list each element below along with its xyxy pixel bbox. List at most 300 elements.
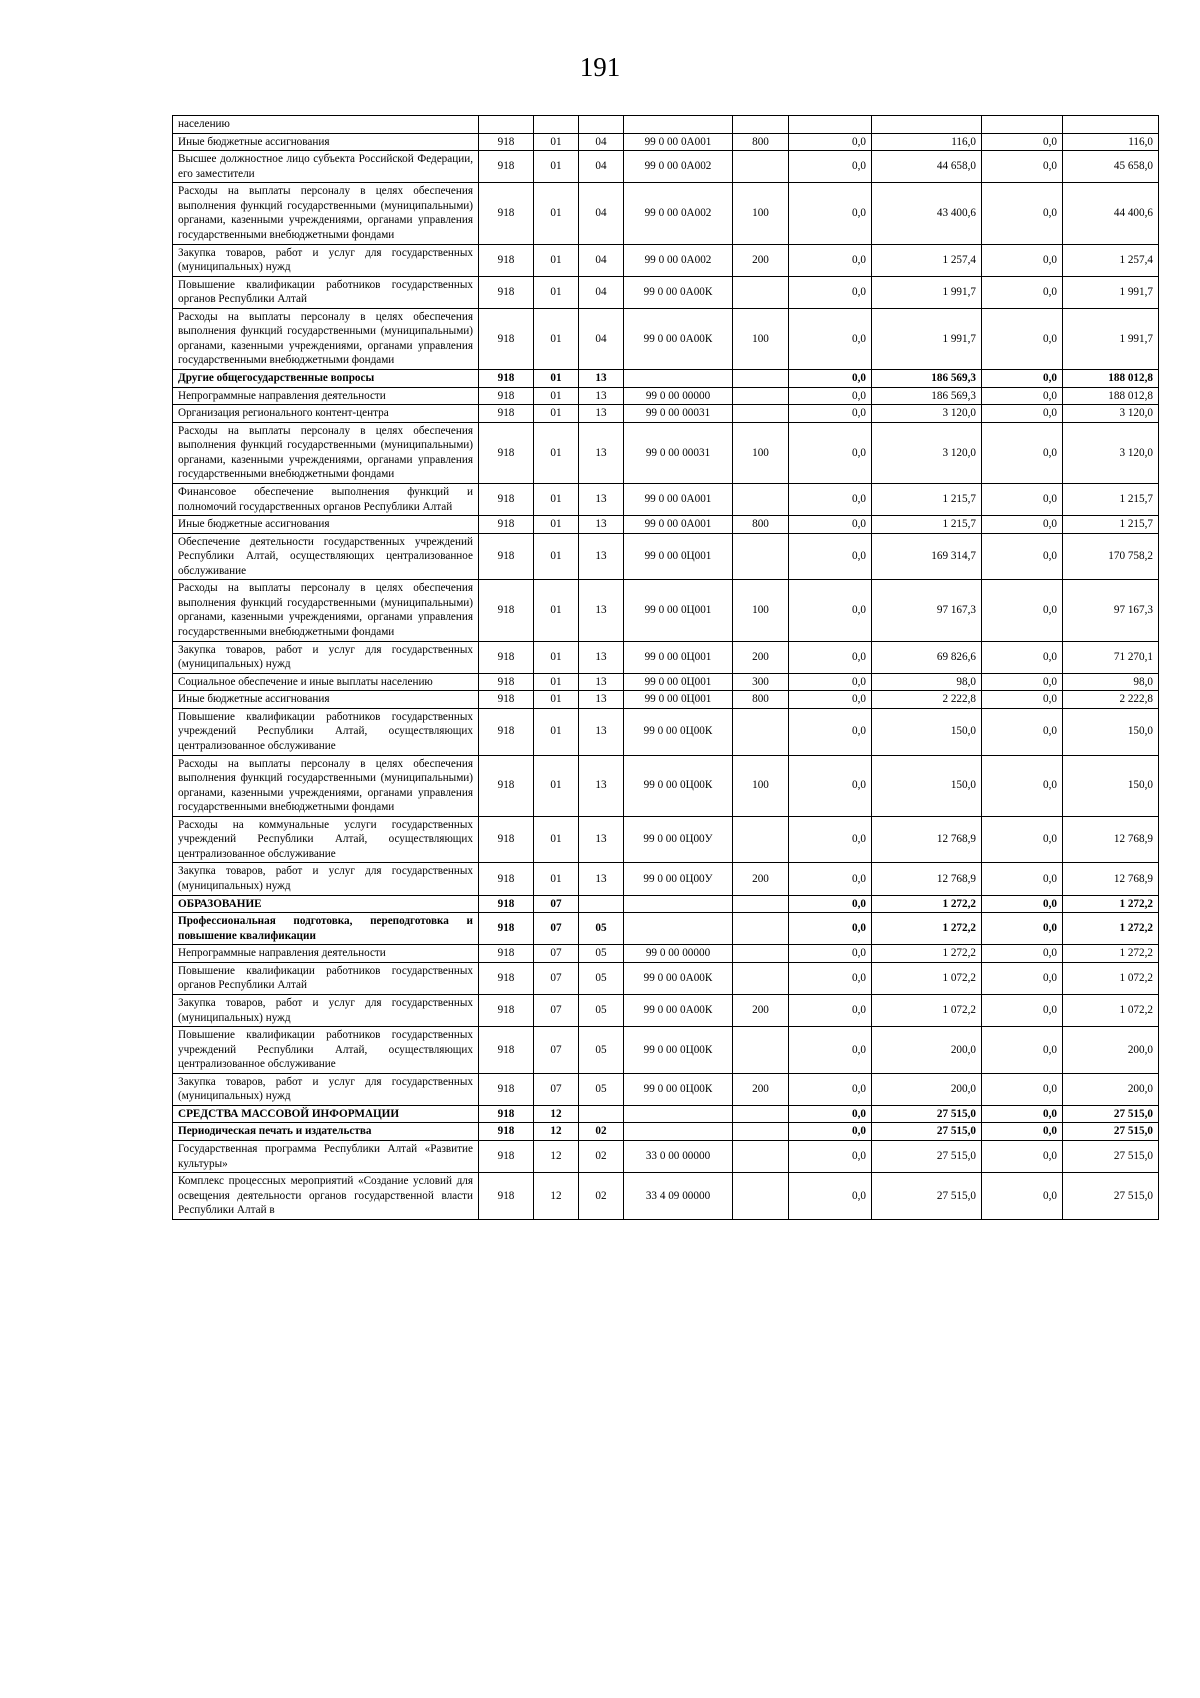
cell-sum-4: 27 515,0 [1063, 1105, 1159, 1123]
cell-name: Финансовое обеспечение выполнения функций и полномочий государственных органов Республики Алтай [173, 483, 479, 515]
cell-rz: 01 [534, 708, 579, 755]
cell-sum-3: 0,0 [982, 308, 1063, 369]
cell-sum-3: 0,0 [982, 1073, 1063, 1105]
cell-sum-3: 0,0 [982, 641, 1063, 673]
cell-sum-4: 27 515,0 [1063, 1141, 1159, 1173]
cell-sum-2: 1 991,7 [872, 308, 982, 369]
cell-rz: 07 [534, 895, 579, 913]
cell-pr: 13 [579, 370, 624, 388]
cell-csr: 99 0 00 00000 [624, 387, 733, 405]
cell-sum-1: 0,0 [789, 673, 872, 691]
cell-sum-2: 186 569,3 [872, 387, 982, 405]
cell-sum-2: 98,0 [872, 673, 982, 691]
cell-sum-1: 0,0 [789, 641, 872, 673]
table-row [173, 895, 1159, 913]
cell-vr [733, 1105, 789, 1123]
table-row [173, 116, 1159, 134]
cell-sum-4: 12 768,9 [1063, 863, 1159, 895]
cell-sum-2: 27 515,0 [872, 1123, 982, 1141]
cell-csr: 99 0 00 0А00К [624, 994, 733, 1026]
cell-csr: 99 0 00 0А00К [624, 276, 733, 308]
cell-rz: 01 [534, 133, 579, 151]
cell-pr: 04 [579, 133, 624, 151]
cell-sum-1: 0,0 [789, 1073, 872, 1105]
cell-sum-2: 1 257,4 [872, 244, 982, 276]
cell-pr: 13 [579, 580, 624, 641]
cell-sum-2: 12 768,9 [872, 863, 982, 895]
cell-sum-1: 0,0 [789, 1141, 872, 1173]
cell-pr: 05 [579, 913, 624, 945]
cell-sum-2: 200,0 [872, 1073, 982, 1105]
cell-pr: 13 [579, 691, 624, 709]
cell-name: населению [173, 116, 479, 134]
cell-rz: 12 [534, 1123, 579, 1141]
cell-sum-1: 0,0 [789, 691, 872, 709]
cell-sum-3: 0,0 [982, 816, 1063, 863]
cell-sum-2: 27 515,0 [872, 1105, 982, 1123]
cell-vr [733, 483, 789, 515]
cell-name: Закупка товаров, работ и услуг для государственных (муниципальных) нужд [173, 1073, 479, 1105]
cell-pr: 13 [579, 516, 624, 534]
table-row [173, 422, 1159, 483]
cell-pr: 13 [579, 533, 624, 580]
cell-pr [579, 1105, 624, 1123]
cell-sum-4 [1063, 116, 1159, 134]
cell-name: Расходы на коммунальные услуги государственных учреждений Республики Алтай, осуществляющих централизованное обслуживание [173, 816, 479, 863]
cell-csr: 99 0 00 00031 [624, 405, 733, 423]
cell-vr [733, 1141, 789, 1173]
table-row [173, 1073, 1159, 1105]
cell-sum-2: 97 167,3 [872, 580, 982, 641]
cell-ved: 918 [479, 895, 534, 913]
cell-sum-1: 0,0 [789, 994, 872, 1026]
cell-sum-3: 0,0 [982, 516, 1063, 534]
cell-name: Государственная программа Республики Алтай «Развитие культуры» [173, 1141, 479, 1173]
cell-sum-3: 0,0 [982, 691, 1063, 709]
cell-sum-4: 1 215,7 [1063, 516, 1159, 534]
table-row [173, 370, 1159, 388]
cell-rz: 01 [534, 816, 579, 863]
cell-rz: 01 [534, 387, 579, 405]
cell-sum-2: 3 120,0 [872, 405, 982, 423]
cell-sum-2: 150,0 [872, 755, 982, 816]
table-row [173, 945, 1159, 963]
cell-sum-1: 0,0 [789, 387, 872, 405]
cell-sum-4: 27 515,0 [1063, 1123, 1159, 1141]
cell-sum-4: 150,0 [1063, 708, 1159, 755]
cell-sum-4: 200,0 [1063, 1073, 1159, 1105]
cell-vr [733, 116, 789, 134]
cell-sum-3: 0,0 [982, 708, 1063, 755]
cell-ved: 918 [479, 1105, 534, 1123]
cell-sum-4: 3 120,0 [1063, 422, 1159, 483]
cell-name: Социальное обеспечение и иные выплаты населению [173, 673, 479, 691]
table-row [173, 1173, 1159, 1220]
cell-rz: 07 [534, 945, 579, 963]
cell-csr: 99 0 00 00000 [624, 945, 733, 963]
cell-ved: 918 [479, 673, 534, 691]
cell-sum-3: 0,0 [982, 994, 1063, 1026]
cell-vr: 800 [733, 691, 789, 709]
table-row [173, 276, 1159, 308]
cell-csr [624, 116, 733, 134]
cell-sum-2: 1 072,2 [872, 962, 982, 994]
page-number: 191 [579, 52, 621, 82]
cell-sum-3: 0,0 [982, 183, 1063, 244]
cell-rz: 07 [534, 1027, 579, 1074]
cell-sum-3: 0,0 [982, 244, 1063, 276]
cell-ved: 918 [479, 913, 534, 945]
cell-csr: 99 0 00 0А00К [624, 962, 733, 994]
table-row [173, 244, 1159, 276]
cell-sum-2: 27 515,0 [872, 1141, 982, 1173]
cell-name: Расходы на выплаты персоналу в целях обеспечения выполнения функций государственными (муниципальными) органами, казенными учреждениями, органами управления государственными внебюджетными фондами [173, 580, 479, 641]
cell-vr: 800 [733, 516, 789, 534]
cell-pr: 04 [579, 183, 624, 244]
cell-sum-4: 188 012,8 [1063, 387, 1159, 405]
cell-csr [624, 895, 733, 913]
cell-rz: 01 [534, 863, 579, 895]
table-row [173, 387, 1159, 405]
cell-vr: 100 [733, 183, 789, 244]
cell-csr: 99 0 00 0Ц001 [624, 673, 733, 691]
cell-rz: 01 [534, 308, 579, 369]
cell-rz [534, 116, 579, 134]
cell-sum-3: 0,0 [982, 1173, 1063, 1220]
cell-csr: 99 0 00 0А001 [624, 133, 733, 151]
cell-sum-1: 0,0 [789, 1105, 872, 1123]
cell-vr: 200 [733, 863, 789, 895]
cell-rz: 07 [534, 1073, 579, 1105]
cell-sum-4: 1 257,4 [1063, 244, 1159, 276]
cell-ved: 918 [479, 994, 534, 1026]
cell-csr [624, 1123, 733, 1141]
cell-sum-4: 1 072,2 [1063, 962, 1159, 994]
cell-sum-2: 1 991,7 [872, 276, 982, 308]
cell-csr [624, 1105, 733, 1123]
cell-sum-3: 0,0 [982, 405, 1063, 423]
cell-sum-3: 0,0 [982, 580, 1063, 641]
cell-sum-2: 1 272,2 [872, 913, 982, 945]
cell-sum-4: 12 768,9 [1063, 816, 1159, 863]
cell-sum-1: 0,0 [789, 370, 872, 388]
cell-ved: 918 [479, 308, 534, 369]
cell-vr [733, 276, 789, 308]
cell-rz: 01 [534, 691, 579, 709]
cell-sum-2: 43 400,6 [872, 183, 982, 244]
cell-sum-4: 45 658,0 [1063, 151, 1159, 183]
cell-name: ОБРАЗОВАНИЕ [173, 895, 479, 913]
cell-csr: 99 0 00 0Ц00У [624, 863, 733, 895]
cell-name: Комплекс процессных мероприятий «Создание условий для освещения деятельности органов государственной власти Республики Алтай в [173, 1173, 479, 1220]
cell-name: Обеспечение деятельности государственных учреждений Республики Алтай, осуществляющих централизованное обслуживание [173, 533, 479, 580]
cell-csr: 99 0 00 0Ц00К [624, 708, 733, 755]
table-row [173, 580, 1159, 641]
cell-ved: 918 [479, 1073, 534, 1105]
cell-ved: 918 [479, 133, 534, 151]
cell-sum-4: 200,0 [1063, 1027, 1159, 1074]
cell-sum-2: 69 826,6 [872, 641, 982, 673]
cell-rz: 01 [534, 755, 579, 816]
cell-csr: 99 0 00 0А002 [624, 183, 733, 244]
cell-sum-1: 0,0 [789, 244, 872, 276]
cell-name: Непрограммные направления деятельности [173, 387, 479, 405]
cell-rz: 12 [534, 1105, 579, 1123]
cell-rz: 07 [534, 913, 579, 945]
cell-sum-1: 0,0 [789, 580, 872, 641]
cell-vr: 100 [733, 755, 789, 816]
cell-name: Расходы на выплаты персоналу в целях обеспечения выполнения функций государственными (муниципальными) органами, казенными учреждениями, органами управления государственными внебюджетными фондами [173, 183, 479, 244]
cell-pr: 05 [579, 962, 624, 994]
cell-sum-3: 0,0 [982, 422, 1063, 483]
cell-sum-3: 0,0 [982, 387, 1063, 405]
cell-rz: 07 [534, 994, 579, 1026]
cell-name: Расходы на выплаты персоналу в целях обеспечения выполнения функций государственными (муниципальными) органами, казенными учреждениями, органами управления государственными внебюджетными фондами [173, 308, 479, 369]
cell-csr: 99 0 00 0Ц00К [624, 1073, 733, 1105]
table-row [173, 913, 1159, 945]
cell-sum-1: 0,0 [789, 308, 872, 369]
cell-sum-1: 0,0 [789, 151, 872, 183]
cell-sum-4: 116,0 [1063, 133, 1159, 151]
cell-sum-2: 150,0 [872, 708, 982, 755]
cell-pr: 13 [579, 387, 624, 405]
cell-sum-4: 150,0 [1063, 755, 1159, 816]
cell-sum-2: 1 272,2 [872, 895, 982, 913]
cell-rz: 01 [534, 151, 579, 183]
cell-vr: 100 [733, 308, 789, 369]
cell-ved: 918 [479, 580, 534, 641]
cell-sum-3: 0,0 [982, 276, 1063, 308]
cell-pr: 04 [579, 308, 624, 369]
cell-sum-3: 0,0 [982, 151, 1063, 183]
cell-sum-3: 0,0 [982, 370, 1063, 388]
cell-csr: 99 0 00 0А001 [624, 516, 733, 534]
cell-rz: 01 [534, 422, 579, 483]
cell-pr: 05 [579, 1073, 624, 1105]
cell-pr: 13 [579, 422, 624, 483]
cell-rz: 07 [534, 962, 579, 994]
cell-sum-3: 0,0 [982, 895, 1063, 913]
cell-vr: 100 [733, 422, 789, 483]
cell-vr [733, 151, 789, 183]
cell-pr: 13 [579, 641, 624, 673]
cell-vr: 200 [733, 1073, 789, 1105]
cell-sum-4: 1 272,2 [1063, 895, 1159, 913]
cell-sum-4: 188 012,8 [1063, 370, 1159, 388]
cell-name: Периодическая печать и издательства [173, 1123, 479, 1141]
cell-name: Закупка товаров, работ и услуг для государственных (муниципальных) нужд [173, 641, 479, 673]
table-row [173, 962, 1159, 994]
cell-csr: 99 0 00 0А002 [624, 244, 733, 276]
cell-pr: 13 [579, 673, 624, 691]
cell-rz: 01 [534, 533, 579, 580]
cell-rz: 01 [534, 483, 579, 515]
cell-sum-2: 169 314,7 [872, 533, 982, 580]
table-row [173, 516, 1159, 534]
cell-sum-4: 1 072,2 [1063, 994, 1159, 1026]
cell-sum-4: 44 400,6 [1063, 183, 1159, 244]
cell-pr: 05 [579, 994, 624, 1026]
table-row [173, 691, 1159, 709]
cell-sum-4: 1 991,7 [1063, 308, 1159, 369]
cell-sum-1: 0,0 [789, 863, 872, 895]
cell-ved: 918 [479, 1173, 534, 1220]
cell-sum-4: 1 272,2 [1063, 913, 1159, 945]
cell-ved: 918 [479, 370, 534, 388]
cell-vr [733, 962, 789, 994]
cell-ved: 918 [479, 641, 534, 673]
cell-name: Повышение квалификации работников государственных учреждений Республики Алтай, осуществляющих централизованное обслуживание [173, 708, 479, 755]
cell-vr [733, 405, 789, 423]
cell-sum-3: 0,0 [982, 1123, 1063, 1141]
cell-sum-2: 200,0 [872, 1027, 982, 1074]
cell-rz: 01 [534, 516, 579, 534]
cell-sum-2: 2 222,8 [872, 691, 982, 709]
cell-sum-4: 3 120,0 [1063, 405, 1159, 423]
table-row [173, 641, 1159, 673]
table-row [173, 816, 1159, 863]
cell-sum-1: 0,0 [789, 708, 872, 755]
cell-sum-1 [789, 116, 872, 134]
cell-pr: 04 [579, 244, 624, 276]
cell-sum-3 [982, 116, 1063, 134]
cell-sum-1: 0,0 [789, 816, 872, 863]
budget-rows [173, 116, 1159, 1220]
cell-ved: 918 [479, 183, 534, 244]
cell-name: Расходы на выплаты персоналу в целях обеспечения выполнения функций государственными (муниципальными) органами, казенными учреждениями, органами управления государственными внебюджетными фондами [173, 422, 479, 483]
cell-ved: 918 [479, 387, 534, 405]
cell-ved: 918 [479, 945, 534, 963]
cell-sum-1: 0,0 [789, 1027, 872, 1074]
cell-vr [733, 1027, 789, 1074]
cell-sum-3: 0,0 [982, 863, 1063, 895]
cell-vr [733, 913, 789, 945]
cell-csr: 99 0 00 0Ц001 [624, 641, 733, 673]
cell-pr: 13 [579, 708, 624, 755]
cell-ved: 918 [479, 276, 534, 308]
cell-sum-4: 71 270,1 [1063, 641, 1159, 673]
cell-rz: 01 [534, 673, 579, 691]
cell-sum-4: 27 515,0 [1063, 1173, 1159, 1220]
cell-csr: 33 4 09 00000 [624, 1173, 733, 1220]
cell-sum-2: 1 272,2 [872, 945, 982, 963]
cell-vr [733, 1123, 789, 1141]
cell-name: Непрограммные направления деятельности [173, 945, 479, 963]
cell-pr: 13 [579, 483, 624, 515]
cell-csr: 99 0 00 0Ц001 [624, 691, 733, 709]
cell-sum-2: 44 658,0 [872, 151, 982, 183]
cell-sum-2: 116,0 [872, 133, 982, 151]
cell-ved: 918 [479, 1027, 534, 1074]
cell-name: Расходы на выплаты персоналу в целях обеспечения выполнения функций государственными (муниципальными) органами, казенными учреждениями, органами управления государственными внебюджетными фондами [173, 755, 479, 816]
cell-ved: 918 [479, 755, 534, 816]
table-row [173, 183, 1159, 244]
cell-sum-3: 0,0 [982, 913, 1063, 945]
cell-csr: 99 0 00 0А001 [624, 483, 733, 515]
cell-ved: 918 [479, 1141, 534, 1173]
cell-sum-1: 0,0 [789, 133, 872, 151]
cell-vr [733, 533, 789, 580]
cell-sum-1: 0,0 [789, 755, 872, 816]
cell-name: Закупка товаров, работ и услуг для государственных (муниципальных) нужд [173, 863, 479, 895]
cell-sum-3: 0,0 [982, 673, 1063, 691]
cell-vr [733, 1173, 789, 1220]
cell-sum-1: 0,0 [789, 422, 872, 483]
table-row [173, 863, 1159, 895]
table-row [173, 1123, 1159, 1141]
cell-pr [579, 895, 624, 913]
cell-sum-3: 0,0 [982, 1141, 1063, 1173]
cell-csr: 99 0 00 0А00К [624, 308, 733, 369]
cell-vr [733, 816, 789, 863]
cell-sum-4: 1 991,7 [1063, 276, 1159, 308]
table-row [173, 1105, 1159, 1123]
cell-vr: 300 [733, 673, 789, 691]
cell-name: Профессиональная подготовка, переподготовка и повышение квалификации [173, 913, 479, 945]
cell-sum-1: 0,0 [789, 962, 872, 994]
cell-ved: 918 [479, 405, 534, 423]
cell-csr [624, 370, 733, 388]
table-row [173, 1141, 1159, 1173]
cell-sum-3: 0,0 [982, 1027, 1063, 1074]
cell-csr: 99 0 00 0А002 [624, 151, 733, 183]
cell-ved: 918 [479, 516, 534, 534]
cell-name: Повышение квалификации работников государственных органов Республики Алтай [173, 962, 479, 994]
cell-rz: 12 [534, 1173, 579, 1220]
cell-sum-3: 0,0 [982, 755, 1063, 816]
cell-sum-4: 97 167,3 [1063, 580, 1159, 641]
table-row [173, 1027, 1159, 1074]
cell-csr [624, 913, 733, 945]
table-row [173, 151, 1159, 183]
table-row [173, 533, 1159, 580]
cell-sum-4: 1 272,2 [1063, 945, 1159, 963]
cell-name: Закупка товаров, работ и услуг для государственных (муниципальных) нужд [173, 994, 479, 1026]
cell-pr: 13 [579, 816, 624, 863]
cell-rz: 01 [534, 641, 579, 673]
cell-pr: 02 [579, 1123, 624, 1141]
cell-name: Повышение квалификации работников государственных учреждений Республики Алтай, осуществляющих централизованное обслуживание [173, 1027, 479, 1074]
table-row [173, 483, 1159, 515]
cell-vr: 100 [733, 580, 789, 641]
cell-name: Другие общегосударственные вопросы [173, 370, 479, 388]
table-row [173, 405, 1159, 423]
cell-vr: 200 [733, 244, 789, 276]
cell-sum-3: 0,0 [982, 133, 1063, 151]
cell-ved: 918 [479, 816, 534, 863]
cell-ved: 918 [479, 151, 534, 183]
cell-ved: 918 [479, 1123, 534, 1141]
cell-ved: 918 [479, 483, 534, 515]
cell-ved: 918 [479, 533, 534, 580]
cell-pr: 04 [579, 276, 624, 308]
cell-name: СРЕДСТВА МАССОВОЙ ИНФОРМАЦИИ [173, 1105, 479, 1123]
cell-pr: 04 [579, 151, 624, 183]
table-row [173, 673, 1159, 691]
cell-pr: 05 [579, 1027, 624, 1074]
cell-vr [733, 387, 789, 405]
cell-csr: 99 0 00 0Ц00К [624, 755, 733, 816]
cell-sum-1: 0,0 [789, 1173, 872, 1220]
cell-sum-2: 3 120,0 [872, 422, 982, 483]
cell-sum-4: 98,0 [1063, 673, 1159, 691]
cell-sum-2: 1 215,7 [872, 516, 982, 534]
cell-csr: 99 0 00 0Ц001 [624, 533, 733, 580]
cell-vr: 800 [733, 133, 789, 151]
cell-sum-1: 0,0 [789, 483, 872, 515]
cell-sum-1: 0,0 [789, 405, 872, 423]
cell-name: Иные бюджетные ассигнования [173, 691, 479, 709]
